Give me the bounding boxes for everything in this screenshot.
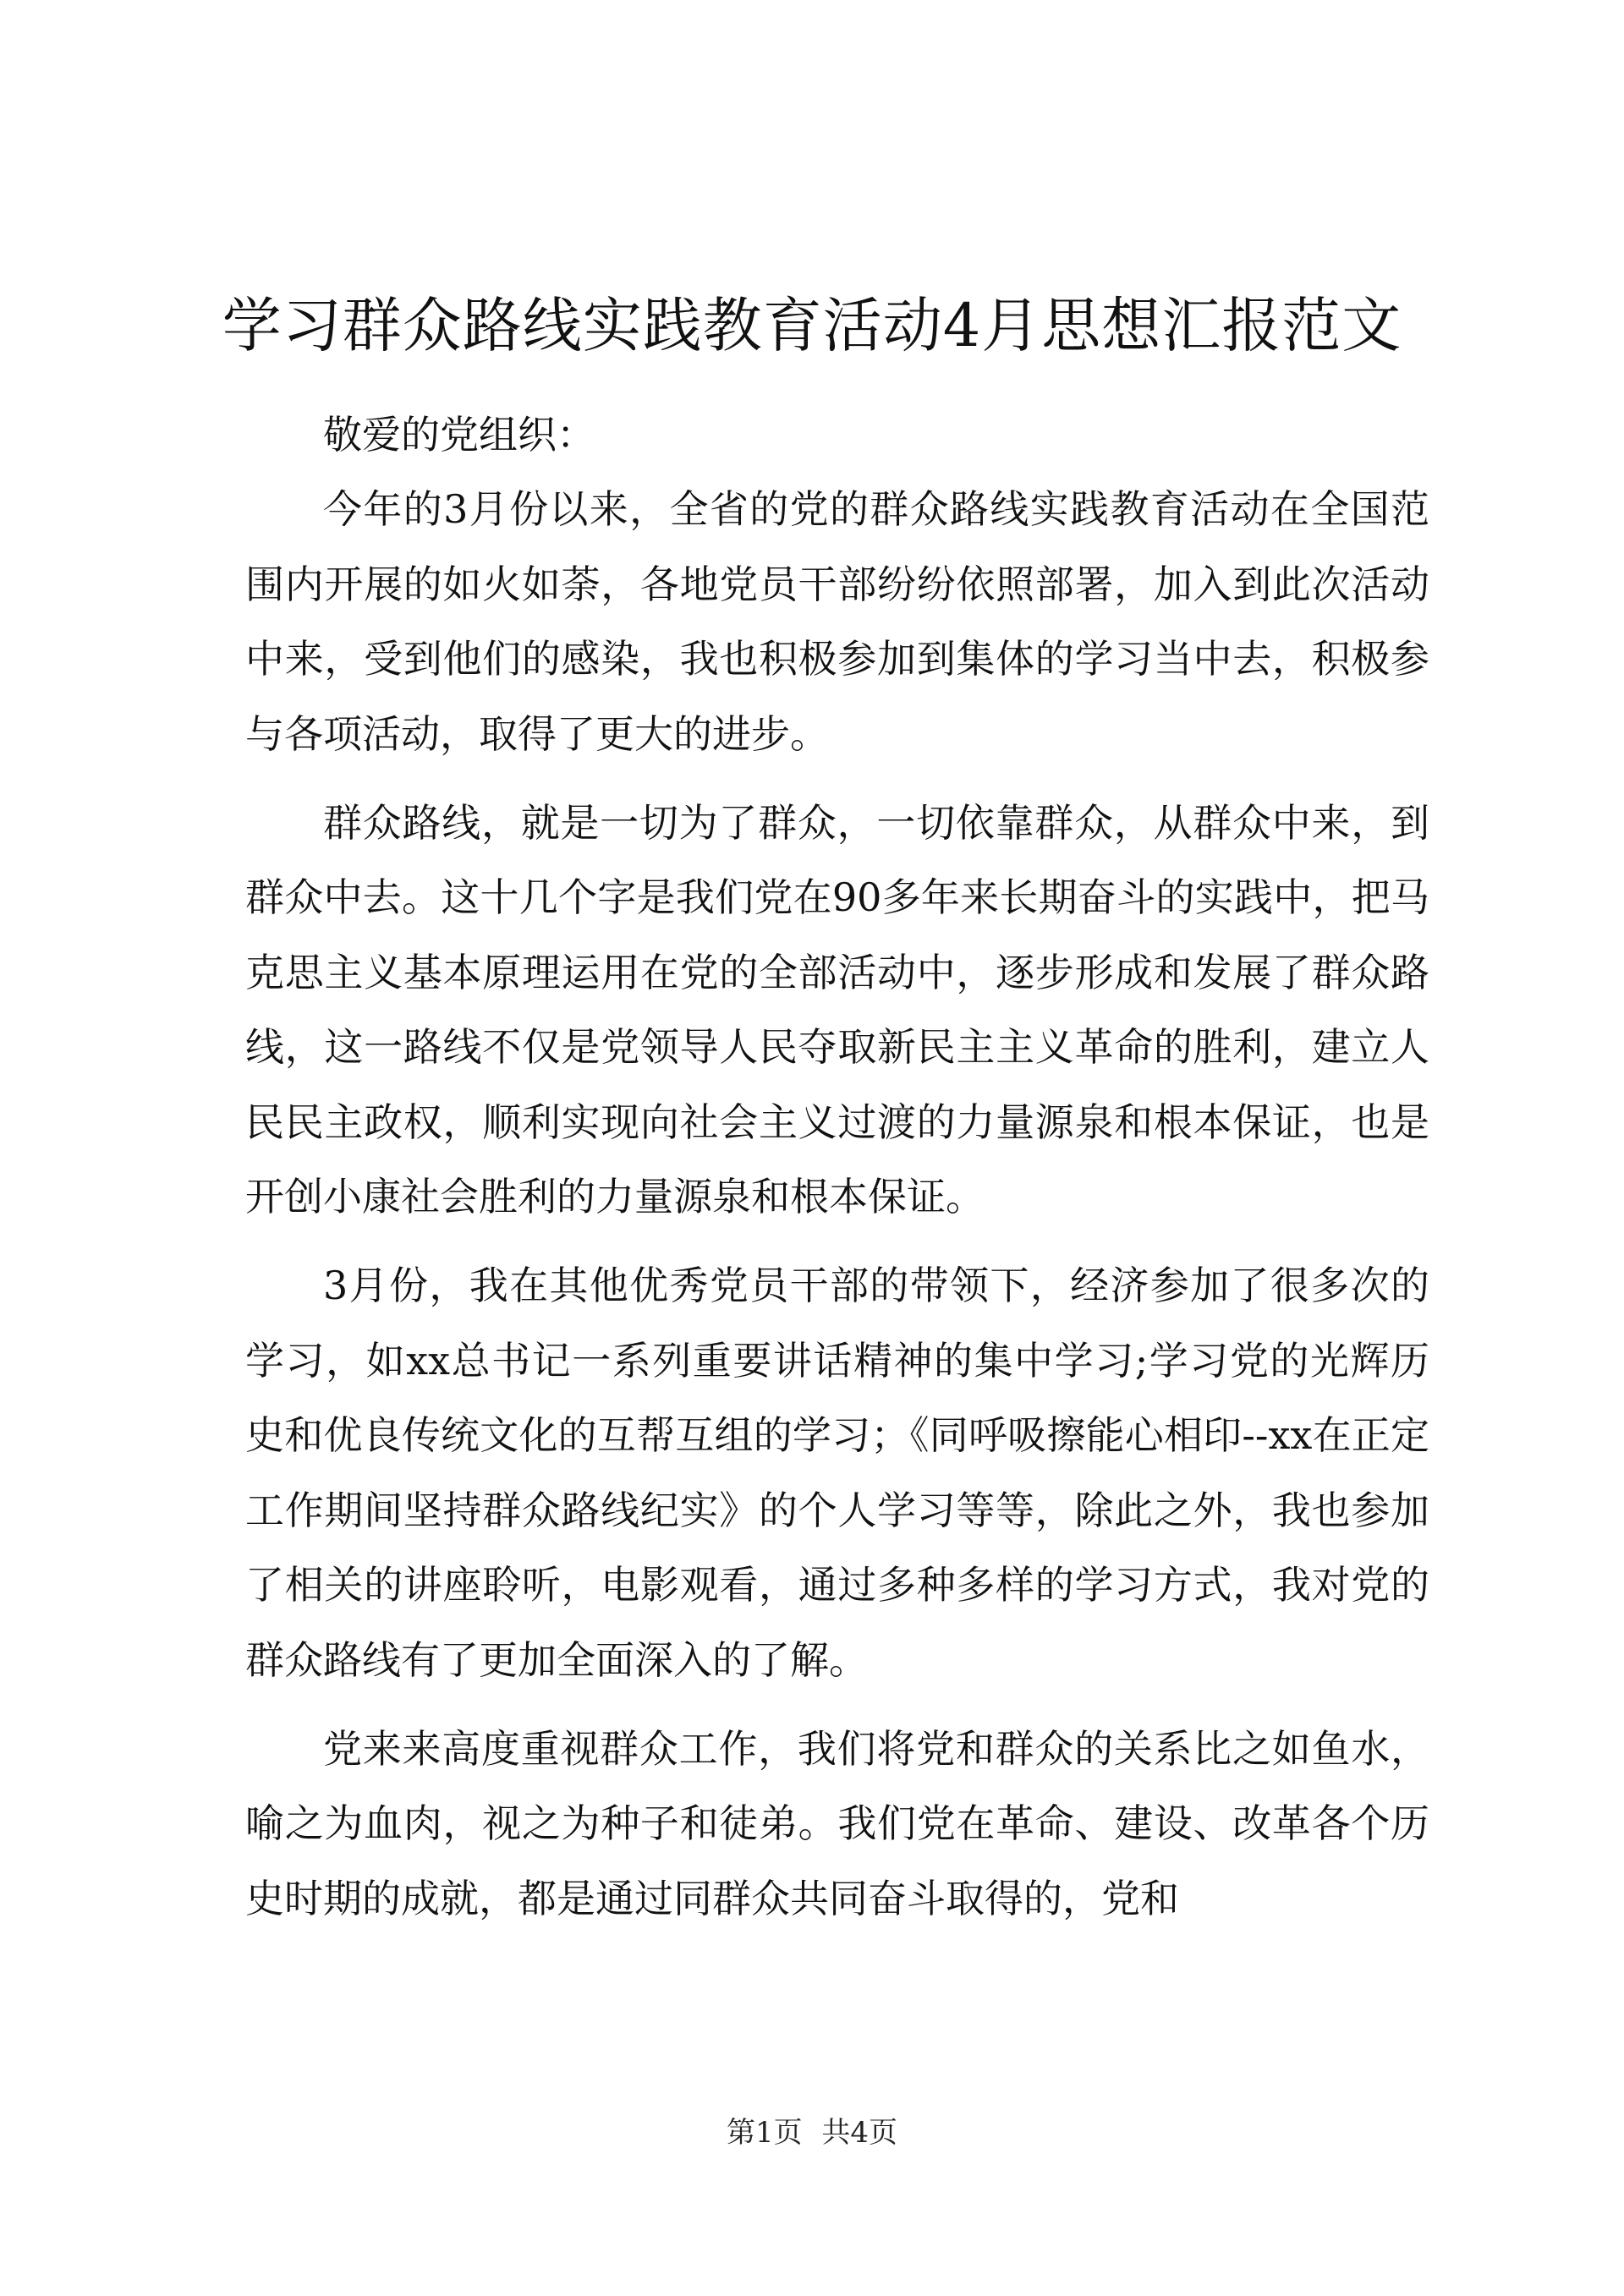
page-footer — [0, 2116, 1624, 2150]
page-total: 共4页 — [821, 2116, 898, 2150]
document-title: 学习群众路线实践教育活动4月思想汇报范文 — [222, 291, 1402, 360]
page-number: 第1页 — [726, 2116, 803, 2150]
paragraph-1: 今年的3月份以来，全省的党的群众路线实践教育活动在全国范围内开展的如火如荼，各地党员干部纷纷依照部署，加入到此次活动中来，受到他们的感染，我也积极参加到集体的学习当中去，积极参与各项活动，取得了更大的进步。 — [245, 486, 1429, 757]
paragraph-2: 群众路线，就是一切为了群众，一切依靠群众，从群众中来，到群众中去。这十几个字是我们党在90多年来长期奋斗的实践中，把马克思主义基本原理运用在党的全部活动中，逐步形成和发展了群众路线，这一路线不仅是党领导人民夺取新民主主义革命的胜利，建立人民民主政权，顺利实现向社会主义过渡的力量源泉和根本保证，也是开创小康社会胜利的力量源泉和根本保证。 — [245, 800, 1429, 1220]
paragraph-3: 3月份，我在其他优秀党员干部的带领下，经济参加了很多次的学习，如xx总书记一系列重要讲话精神的集中学习;学习党的光辉历史和优良传统文化的互帮互组的学习；《同呼吸擦能心相印--xx在正定工作期间坚持群众路线纪实》的个人学习等等，除此之外，我也参加了相关的讲座聆听，电影观看，通过多种多样的学习方式，我对党的群众路线有了更加全面深入的了解。 — [245, 1263, 1429, 1683]
paragraph-4: 党来来高度重视群众工作，我们将党和群众的关系比之如鱼水，喻之为血肉，视之为种子和徒弟。我们党在革命、建设、改革各个历史时期的成就，都是通过同群众共同奋斗取得的，党和 — [245, 1725, 1429, 1921]
salutation: 敬爱的党组织： — [323, 412, 595, 458]
document-body — [245, 397, 1429, 1936]
